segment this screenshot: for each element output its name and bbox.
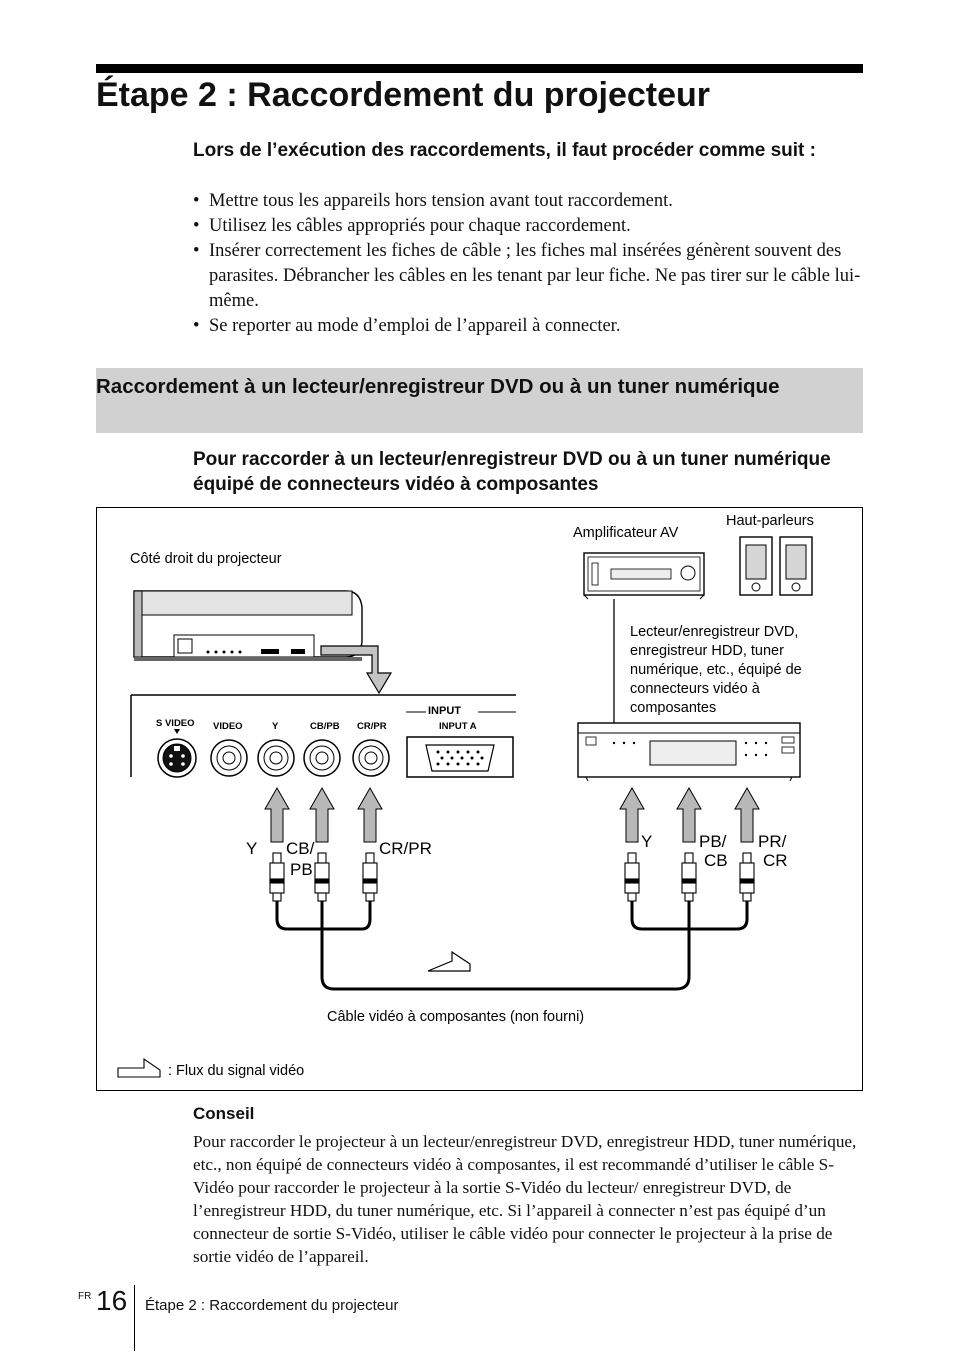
footer-divider [134,1285,135,1351]
page-title: Étape 2 : Raccordement du projecteur [96,76,711,114]
svg-text:connecteurs vidéo à: connecteurs vidéo à [630,681,760,697]
plug-label-cr-right: CR [763,851,788,870]
list-item: • Utilisez les câbles appropriés pour chaque raccordement. [193,214,863,239]
svideo-jack [158,739,196,777]
section-title: Raccordement à un lecteur/enregistreur DVD ou à un tuner numérique [96,375,780,398]
plug-label-cb-right: CB [704,851,728,870]
jack-cb-label: CB/PB [310,721,340,732]
projector-side-label: Côté droit du projecteur [130,551,282,567]
cable-label: Câble vidéo à composantes (non fourni) [327,1009,585,1025]
jack-cr-label: CR/PR [357,721,387,732]
list-item: • Mettre tous les appareils hors tension avant tout raccordement. [193,189,863,214]
dvd-recorder-illustration [578,723,800,781]
vga-connector-input-a [407,737,513,777]
speakers-label: Haut-parleurs [726,513,814,529]
svg-text:composantes: composantes [630,700,717,716]
plug-label-cb-left: CB/ [286,839,315,858]
subsection-title: Pour raccorder à un lecteur/enregistreur DVD ou à un tuner numérique équipé de connecteurs vidéo à composantes [193,449,831,495]
amplifier-label: Amplificateur AV [573,525,679,541]
title-rule [96,64,863,73]
running-title: Étape 2 : Raccordement du projecteur [145,1297,399,1314]
svg-text:numérique, etc., équipé de: numérique, etc., équipé de [630,662,802,678]
footer-language: FR [78,1291,92,1302]
svg-text:Lecteur/enregistreur DVD,: Lecteur/enregistreur DVD, [630,624,799,640]
plug-label-pb-left: PB [290,860,313,879]
plug-label-y-right: Y [641,832,653,851]
connection-diagram [96,507,863,1091]
input-a-label: INPUT A [439,721,477,732]
jack-y-label: Y [272,721,279,732]
rca-jack-y [258,740,294,776]
input-label: INPUT [428,705,461,717]
legend-label: : Flux du signal vidéo [168,1063,305,1079]
svg-text:enregistreur HDD, tuner: enregistreur HDD, tuner [630,643,784,659]
rca-jack-cr [353,740,389,776]
rca-jack-video [211,740,247,776]
plug-label-pb-right: PB/ [699,832,727,851]
jack-video-label: VIDEO [213,721,243,732]
plug-label-cr-left: CR/PR [379,839,432,858]
conseil-heading: Conseil [193,1104,255,1123]
list-item: • Insérer correctement les fiches de câble ; les fiches mal insérées génèrent souvent des parasites. Débrancher les câbles en les tenant par leur fiche. Ne pas tirer sur le câble lui-même. [193,239,863,314]
list-item: • Se reporter au mode d’emploi de l’appareil à connecter. [193,314,863,339]
rca-jack-cb [304,740,340,776]
plug-label-pr-right: PR/ [758,832,787,851]
jack-svideo-label: S VIDEO [156,718,195,729]
page-number: 16 [96,1285,128,1316]
conseil-text: Pour raccorder le projecteur à un lecteur/enregistreur DVD, enregistreur HDD, tuner numérique, etc., non équipé de connecteurs vidéo à composantes, il est recommandé d’utiliser le câble S-Vidéo pour raccorder le projecteur à la sortie S-Vidéo du lecteur/ enregistreur DVD, de l’enregistreur HDD, du tuner numérique, etc. Si l’appareil à connecter n’est pas équipé d’un connecteur de sortie S-Vidéo, utiliser le câble vidéo pour connecter le projecteur à la prise de sortie vidéo de l’appareil. [193,1132,857,1266]
av-amplifier-illustration [584,553,704,599]
plug-label-y-left: Y [246,839,258,858]
intro-heading: Lors de l’exécution des raccordements, il faut procéder comme suit : [193,140,816,161]
precautions-list [193,189,863,339]
